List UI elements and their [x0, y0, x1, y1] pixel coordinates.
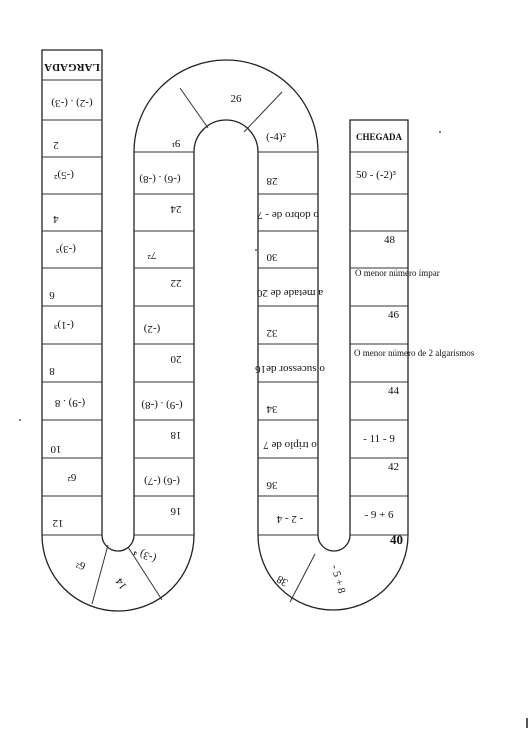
cell-text: (-5)²: [54, 169, 74, 181]
cell-text: 42: [388, 461, 399, 473]
cell-text: O menor número de 2 algarismos: [354, 348, 475, 358]
cell-text: 9¹: [171, 137, 181, 149]
cell-text: 8: [49, 365, 55, 377]
finish-label: CHEGADA: [355, 132, 403, 142]
cell-text: 7²: [147, 249, 157, 261]
cell-text: 10: [50, 443, 62, 455]
cell-text: o sucessor de16: [255, 363, 325, 375]
col3-texts: [255, 131, 325, 525]
finish-number: 40: [390, 532, 403, 547]
arc-cell-text: 26: [230, 93, 242, 105]
scan-mark: [526, 718, 528, 728]
cell-text: 6: [49, 289, 55, 301]
arc-cell-text: - 5 + 8: [328, 563, 348, 595]
start-label: LARGADA: [44, 61, 100, 73]
cell-text: 22: [170, 277, 182, 289]
cell-text: 18: [170, 429, 182, 441]
col4-cells: [350, 152, 408, 535]
cell-text: (-1)³: [54, 319, 74, 331]
cell-text: a metade de 20: [256, 287, 324, 299]
cell-text: 30: [266, 251, 278, 263]
arc-cell-text: 14: [113, 575, 130, 592]
scan-mark: [19, 419, 21, 421]
col1-texts: [44, 61, 100, 529]
cell-text: - 11 - 9: [363, 433, 395, 445]
cell-text: (-9) . 8: [54, 397, 86, 409]
cell-text: 16: [170, 505, 182, 517]
col4-texts: [354, 132, 475, 521]
cell-text: 6²: [67, 471, 77, 483]
arc-cell-text: (-3) ⁴: [132, 545, 158, 565]
arc-cell-text: 38: [274, 572, 291, 589]
cell-text: 4: [53, 213, 59, 225]
cell-text: (-3)³: [56, 243, 76, 255]
cell-text: - 9 + 6: [364, 509, 394, 521]
arc-dividers: [92, 88, 408, 604]
cell-text: - 2 - 4: [276, 513, 304, 525]
cell-text: 50 - (-2)³: [356, 169, 396, 181]
board-outline: [42, 50, 408, 611]
cell-text: 46: [388, 309, 399, 321]
cell-text: o triplo de 7: [263, 439, 317, 451]
cell-text: 44: [388, 385, 399, 397]
cell-text: 12: [52, 517, 64, 529]
cell-text: (-6) . (-8): [139, 173, 181, 185]
scan-mark: [439, 131, 441, 133]
cell-text: (-9) . (-8): [141, 399, 183, 411]
cell-text: 34: [266, 403, 278, 415]
cell-text: 36: [266, 479, 278, 491]
cell-text: 20: [170, 353, 182, 365]
cell-text: 2: [53, 139, 59, 151]
scan-mark: [255, 249, 257, 251]
arc-cell-text: 6²: [74, 557, 88, 572]
cell-text: 24: [170, 203, 182, 215]
cell-text: (-6) (-7): [144, 475, 180, 487]
cell-text: 32: [266, 327, 278, 339]
cell-text: 48: [384, 234, 395, 246]
col1-cells: [42, 80, 102, 535]
cell-text: 28: [266, 175, 278, 187]
cell-text: (-2): [143, 323, 161, 335]
cell-text: O menor número ímpar: [355, 268, 440, 278]
cell-text: (-2) . (-3): [51, 97, 93, 109]
cell-text: o dobro de - 7: [257, 209, 319, 221]
cell-text: (-4)²: [266, 131, 286, 143]
